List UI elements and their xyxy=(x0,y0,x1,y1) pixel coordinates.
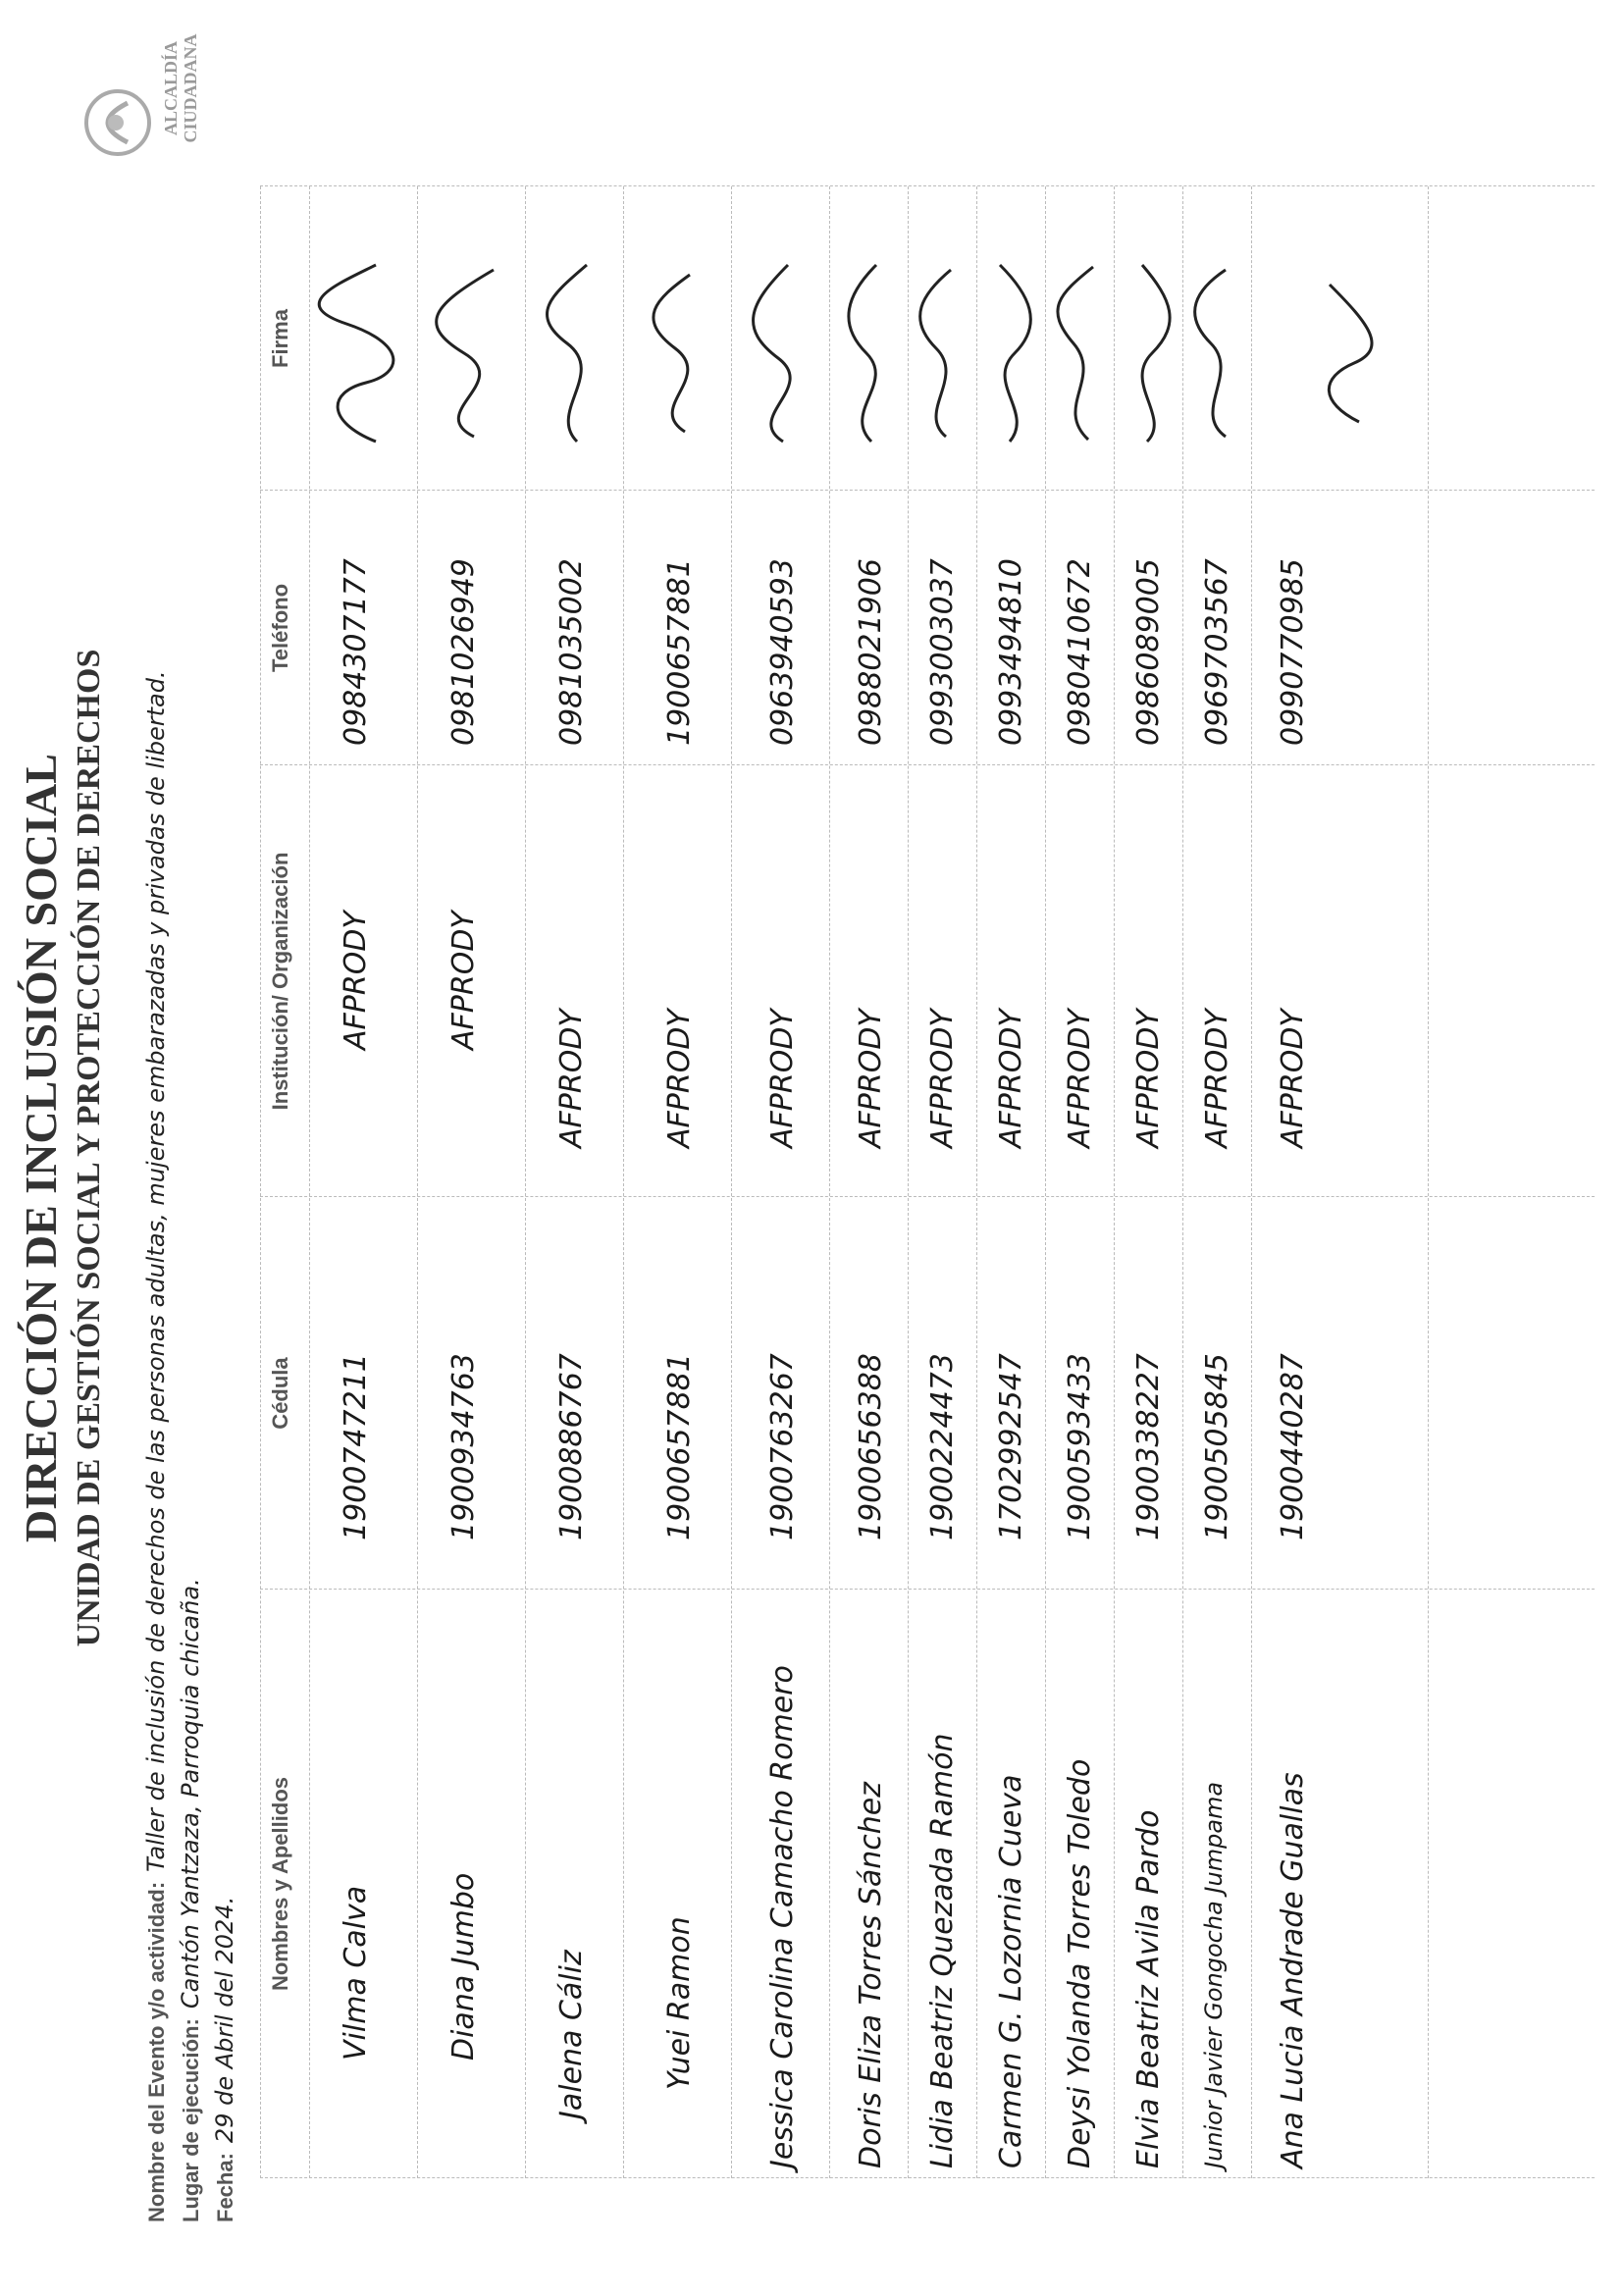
event-label: Nombre del Evento y/o actividad: xyxy=(144,1881,169,2222)
row-8-id: 1702992547 xyxy=(994,1353,1028,1540)
row-11-name: Junior Javier Gongocha Jumpama xyxy=(1200,1781,1228,2168)
signature-row-12 xyxy=(1300,275,1388,432)
date-line xyxy=(211,64,238,2222)
signature-row-9 xyxy=(1049,255,1110,451)
signature-row-7 xyxy=(912,255,972,451)
row-7-phone: 0993003037 xyxy=(925,558,960,746)
row-3-name: Jalena Cáliz xyxy=(554,1950,589,2119)
row-4-phone: 1900657881 xyxy=(662,558,697,746)
row-6-phone: 0988021906 xyxy=(854,558,888,746)
event-value: Taller de inclusión de derechos de las personas adultas, mujeres embarazadas y privadas de libertad. xyxy=(142,670,170,1872)
row-2-org: AFPRODY xyxy=(446,911,481,1050)
row-9-id: 1900593433 xyxy=(1063,1353,1097,1540)
row-2-id: 1900934763 xyxy=(446,1353,481,1540)
col-header-name: Nombres y Apellidos xyxy=(268,1777,292,1992)
row-4-name: Yuei Ramon xyxy=(662,1916,697,2090)
place-value: Cantón Yantzaza, Parroquia chicaña. xyxy=(177,1578,204,2009)
row-4-org: AFPRODY xyxy=(662,1009,697,1148)
signature-row-6 xyxy=(837,255,904,451)
row-7-id: 1900224473 xyxy=(925,1353,960,1540)
row-2-phone: 0981026949 xyxy=(446,558,481,746)
date-label: Fecha: xyxy=(213,2153,237,2222)
row-11-org: AFPRODY xyxy=(1200,1009,1234,1148)
attendance-table xyxy=(260,186,1595,2178)
event-line xyxy=(142,64,170,2222)
row-3-phone: 0981035002 xyxy=(554,558,589,746)
row-11-id: 1900505845 xyxy=(1200,1353,1234,1540)
row-10-org: AFPRODY xyxy=(1131,1009,1166,1148)
row-1-name: Vilma Calva xyxy=(339,1885,373,2061)
signature-row-3 xyxy=(533,255,616,451)
row-1-phone: 0984307177 xyxy=(339,558,373,746)
col-header-id: Cédula xyxy=(268,1357,292,1430)
signature-row-11 xyxy=(1186,255,1247,451)
date-value: 29 de Abril del 2024. xyxy=(211,1896,238,2144)
row-9-name: Deysi Yolanda Torres Toledo xyxy=(1063,1758,1097,2168)
row-12-org: AFPRODY xyxy=(1276,1009,1310,1148)
row-8-org: AFPRODY xyxy=(994,1009,1028,1148)
row-10-phone: 0986089005 xyxy=(1131,558,1166,746)
row-8-name: Carmen G. Lozornia Cueva xyxy=(994,1774,1028,2168)
row-12-phone: 0990770985 xyxy=(1276,558,1310,746)
row-5-phone: 0963940593 xyxy=(765,558,800,746)
signature-row-2 xyxy=(425,255,518,451)
row-7-org: AFPRODY xyxy=(925,1009,960,1148)
page-subtitle: UNIDAD DE GESTIÓN SOCIAL Y PROTECCIÓN DE DERECHOS xyxy=(71,649,107,1647)
signature-row-4 xyxy=(631,255,724,451)
row-6-id: 1900656388 xyxy=(854,1353,888,1540)
row-10-name: Elvia Beatriz Avila Pardo xyxy=(1131,1809,1166,2168)
col-header-signature: Firma xyxy=(268,309,292,368)
row-5-id: 1900763267 xyxy=(765,1353,800,1540)
row-8-phone: 0993494810 xyxy=(994,558,1028,746)
col-header-org: Institución/ Organización xyxy=(268,852,292,1111)
row-6-org: AFPRODY xyxy=(854,1009,888,1148)
signature-row-5 xyxy=(739,255,822,451)
page-title: DIRECCIÓN DE INCLUSIÓN SOCIAL xyxy=(16,754,66,1542)
row-1-id: 1900747211 xyxy=(339,1353,373,1540)
row-9-org: AFPRODY xyxy=(1063,1009,1097,1148)
row-12-name: Ana Lucia Andrade Guallas xyxy=(1276,1772,1310,2168)
municipal-logo xyxy=(79,15,200,162)
signature-row-8 xyxy=(980,255,1041,451)
row-1-org: AFPRODY xyxy=(339,911,373,1050)
row-3-org: AFPRODY xyxy=(554,1009,589,1148)
row-12-id: 1900440287 xyxy=(1276,1353,1310,1540)
row-3-id: 1900886767 xyxy=(554,1353,589,1540)
row-5-org: AFPRODY xyxy=(765,1009,800,1148)
col-header-phone: Teléfono xyxy=(268,583,292,673)
signature-row-10 xyxy=(1118,255,1178,451)
row-2-name: Diana Jumbo xyxy=(446,1872,481,2061)
signature-row-1 xyxy=(317,255,410,451)
row-7-name: Lidia Beatriz Quezada Ramón xyxy=(925,1733,960,2168)
logo-text: ALCALDÍA CIUDADANA xyxy=(161,33,200,143)
place-label: Lugar de ejecución: xyxy=(179,2018,203,2222)
row-11-phone: 0969703567 xyxy=(1200,558,1234,746)
row-4-id: 1900657881 xyxy=(662,1353,697,1540)
row-6-name: Doris Eliza Torres Sánchez xyxy=(854,1782,888,2168)
row-9-phone: 0980410672 xyxy=(1063,558,1097,746)
row-10-id: 1900338227 xyxy=(1131,1353,1166,1540)
row-5-name: Jessica Carolina Camacho Romero xyxy=(765,1665,800,2168)
place-line xyxy=(177,64,204,2222)
